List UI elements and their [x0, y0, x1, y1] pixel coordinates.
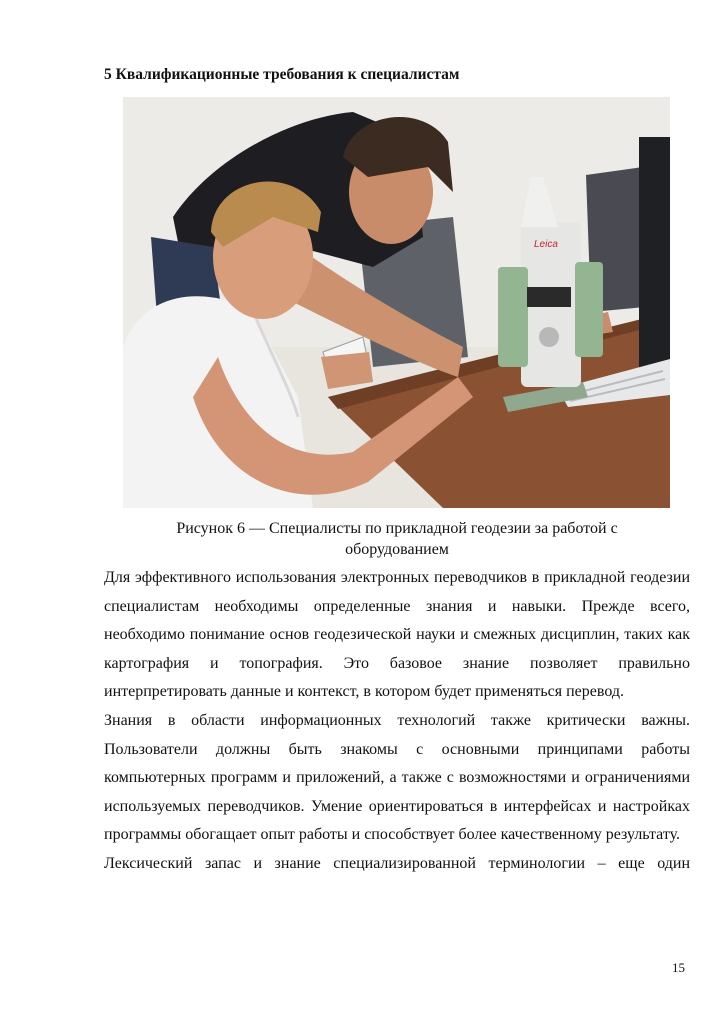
caption-line-2: оборудованием — [345, 541, 449, 558]
figure-photo — [123, 97, 670, 508]
body-text — [104, 564, 690, 879]
photo-illustration — [123, 97, 670, 508]
paragraph: Лексический запас и знание специализированной терминологии – еще один — [104, 854, 690, 872]
caption-line-1: Рисунок 6 — Специалисты по прикладной геодезии за работой с — [176, 520, 618, 537]
paragraph: Знания в области информационных технологий также критически важны. Пользователи должны быть знакомы с основными принципами работы компьютерных программ и приложений, а также с возможностями и ограничениями используемых переводчиков. Умение ориентироваться в интерфейсах и настройках программы обогащает опыт работы и способствует более качественному результату. — [104, 711, 690, 844]
instrument-logo: Leica — [534, 239, 558, 250]
figure-caption — [104, 518, 690, 560]
paragraph: Для эффективного использования электронных переводчиков в прикладной геодезии специалистам необходимы определенные знания и навыки. Прежде всего, необходимо понимание основ геодезической науки и смежных дисциплин, таких как картография и топография. Это базовое знание позволяет правильно интерпретировать данные и контекст, в котором будет применяться перевод. — [104, 569, 690, 701]
page-number: 15 — [672, 960, 685, 975]
section-heading: 5 Квалификационные требования к специалистам — [104, 66, 460, 83]
